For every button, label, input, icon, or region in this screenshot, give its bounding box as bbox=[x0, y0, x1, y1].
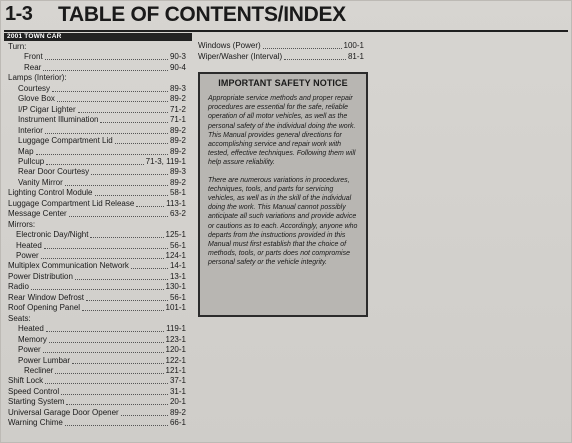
index-entry-label: Luggage Compartment Lid Release bbox=[8, 198, 135, 208]
index-entry-label: Pullcup bbox=[18, 156, 45, 166]
dot-leader bbox=[121, 415, 168, 416]
index-entry-label: Front bbox=[24, 52, 43, 62]
dot-leader bbox=[91, 174, 168, 175]
index-entry-page: 90-3 bbox=[169, 52, 186, 62]
dot-leader bbox=[136, 206, 164, 207]
index-entry bbox=[18, 94, 186, 104]
index-entry-label: Heated bbox=[16, 240, 42, 250]
index-entry bbox=[24, 52, 186, 62]
index-entry-page: 89-2 bbox=[169, 125, 186, 135]
index-entry-label: Interior bbox=[18, 125, 43, 135]
dot-leader bbox=[100, 122, 168, 123]
index-entry bbox=[24, 366, 186, 376]
index-entry-page: 20-1 bbox=[169, 397, 186, 407]
index-entry-page: 58-1 bbox=[169, 188, 186, 198]
index-entry-label: Rear Door Courtesy bbox=[18, 167, 90, 177]
title-rule bbox=[4, 30, 568, 32]
index-entry bbox=[18, 324, 186, 334]
safety-notice-title: IMPORTANT SAFETY NOTICE bbox=[218, 78, 348, 88]
index-entry-page: 90-4 bbox=[169, 62, 186, 72]
index-entry bbox=[8, 199, 186, 209]
index-entry-label: Recliner bbox=[24, 365, 54, 375]
index-entry-page: 130-1 bbox=[165, 282, 186, 292]
index-entry-label: Luggage Compartment Lid bbox=[18, 136, 113, 146]
index-entry-page: 31-1 bbox=[169, 386, 186, 396]
dot-leader bbox=[31, 289, 164, 290]
dot-leader bbox=[55, 373, 163, 374]
index-entry-page: 124-1 bbox=[165, 251, 186, 260]
index-entry-label: Shift Lock bbox=[8, 376, 44, 386]
index-entry bbox=[198, 41, 364, 51]
index-entry bbox=[18, 157, 186, 167]
index-entry-page: 63-2 bbox=[169, 209, 186, 219]
index-entry-label: Speed Control bbox=[8, 386, 60, 396]
index-entry bbox=[18, 345, 186, 355]
index-entry-label: Seats: bbox=[8, 313, 31, 323]
index-entry-label: Power bbox=[16, 251, 39, 260]
index-entry bbox=[18, 335, 186, 345]
index-entry bbox=[18, 147, 186, 157]
index-entry-label: I/P Cigar Lighter bbox=[18, 104, 76, 114]
dot-leader bbox=[45, 59, 168, 60]
index-entry-label: Mirrors: bbox=[8, 219, 36, 229]
index-entry bbox=[8, 220, 186, 230]
index-entry-page: 89-2 bbox=[169, 177, 186, 187]
index-entry-page: 71-3, 119-1 bbox=[145, 156, 186, 166]
dot-leader bbox=[69, 216, 168, 217]
index-entry-label: Power bbox=[18, 345, 41, 355]
index-entry-page: 125-1 bbox=[165, 230, 186, 240]
index-entry-page: 119-1 bbox=[166, 324, 186, 334]
index-entry-label: Wiper/Washer (Interval) bbox=[198, 51, 283, 61]
index-entry-label: Courtesy bbox=[18, 83, 51, 93]
safety-notice-paragraph-2: There are numerous variations in procedures, techniques, tools, and parts for servicing vehicles, as well as in the skill of the individual doing the work. This Manual cannot possibly anticipate all such variations and provide advice or cautions as to each. Accordingly, anyone who departs from the instructions provided in this Manual must first establish that the choice of methods, tools, or parts does not compromise personal safety or the vehicle integrity. bbox=[208, 176, 358, 267]
dot-leader bbox=[72, 363, 164, 364]
index-entry bbox=[8, 418, 186, 428]
index-entry bbox=[8, 293, 186, 303]
index-entry-label: Instrument Illumination bbox=[18, 115, 99, 125]
index-entry-label: Universal Garage Door Opener bbox=[8, 407, 119, 417]
index-entry bbox=[16, 251, 186, 261]
index-entry-label: Lamps (Interior): bbox=[8, 73, 67, 83]
dot-leader bbox=[95, 195, 168, 196]
index-entry-page: 100-1 bbox=[343, 41, 364, 50]
index-entry-page: 89-2 bbox=[169, 407, 186, 417]
dot-leader bbox=[43, 352, 164, 353]
dot-leader bbox=[65, 185, 168, 186]
dot-leader bbox=[78, 112, 168, 113]
dot-leader bbox=[52, 91, 168, 92]
index-entry-page: 123-1 bbox=[165, 334, 186, 344]
index-entry bbox=[16, 241, 186, 251]
index-entry-label: Warning Chime bbox=[8, 418, 63, 428]
index-entry-page: 113-1 bbox=[166, 198, 186, 208]
index-entry bbox=[24, 63, 186, 73]
index-entry bbox=[18, 84, 186, 94]
index-entry-label: Rear bbox=[24, 62, 42, 72]
index-entry bbox=[8, 42, 186, 52]
index-entry-page: 13-1 bbox=[169, 271, 186, 281]
dot-leader bbox=[43, 70, 168, 71]
index-entry bbox=[8, 188, 186, 198]
index-entry-label: Message Center bbox=[8, 209, 67, 219]
index-entry-label: Turn: bbox=[8, 42, 27, 51]
dot-leader bbox=[75, 279, 168, 280]
dot-leader bbox=[57, 101, 168, 102]
index-entry-page: 81-1 bbox=[347, 51, 364, 61]
dot-leader bbox=[131, 268, 168, 269]
dot-leader bbox=[65, 425, 168, 426]
dot-leader bbox=[44, 248, 168, 249]
index-entry bbox=[18, 178, 186, 188]
model-label: 2001 TOWN CAR bbox=[7, 33, 62, 40]
index-entry-page: 71-2 bbox=[169, 104, 186, 114]
safety-notice-paragraph-1: Appropriate service methods and proper repair procedures are essential for the safe, reliable operation of all motor vehicles, as well as the personal safety of the individual doing the work. This Manual provides general directions for accomplishing service and repair work with tested, effective techniques. Following them will help assure reliability. bbox=[208, 95, 356, 167]
dot-leader bbox=[46, 331, 164, 332]
index-entry-page: 37-1 bbox=[169, 376, 186, 386]
index-entry-page: 89-2 bbox=[169, 146, 186, 156]
dot-leader bbox=[49, 342, 164, 343]
model-band bbox=[4, 33, 192, 41]
page-number: 1-3 bbox=[5, 3, 33, 25]
index-entry-page: 121-1 bbox=[165, 365, 186, 375]
dot-leader bbox=[86, 300, 168, 301]
dot-leader bbox=[45, 383, 168, 384]
index-entry-page: 120-1 bbox=[165, 345, 186, 355]
index-entry-label: Lighting Control Module bbox=[8, 188, 93, 198]
index-entry-label: Power Lumbar bbox=[18, 355, 71, 365]
index-entry bbox=[198, 52, 364, 62]
dot-leader bbox=[45, 133, 168, 134]
index-entry-label: Windows (Power) bbox=[198, 41, 261, 50]
index-entry-page: 89-2 bbox=[169, 94, 186, 104]
index-entry-page: 14-1 bbox=[169, 261, 186, 271]
index-entry bbox=[8, 314, 186, 324]
index-entry-label: Electronic Day/Night bbox=[16, 230, 89, 240]
index-entry bbox=[8, 73, 186, 83]
index-entry-page: 71-1 bbox=[169, 115, 186, 125]
dot-leader bbox=[115, 143, 168, 144]
index-entry-label: Radio bbox=[8, 282, 29, 292]
page-title: TABLE OF CONTENTS/INDEX bbox=[58, 3, 346, 26]
index-entry-page: 122-1 bbox=[165, 355, 186, 365]
index-entry bbox=[8, 303, 186, 313]
index-entry bbox=[8, 209, 186, 219]
index-entry-label: Heated bbox=[18, 324, 44, 334]
safety-notice-box bbox=[198, 72, 368, 317]
index-entry bbox=[8, 397, 186, 407]
index-entry-label: Multiplex Communication Network bbox=[8, 261, 129, 271]
dot-leader bbox=[36, 154, 168, 155]
index-entry-page: 56-1 bbox=[169, 240, 186, 250]
index-entry bbox=[16, 230, 186, 240]
index-entry bbox=[18, 136, 186, 146]
index-entry-label: Map bbox=[18, 146, 34, 156]
index-entry-label: Rear Window Defrost bbox=[8, 292, 85, 302]
dot-leader bbox=[61, 394, 168, 395]
dot-leader bbox=[90, 237, 163, 238]
index-entry-page: 89-3 bbox=[169, 83, 186, 93]
index-entry bbox=[18, 167, 186, 177]
index-entry-page: 89-3 bbox=[169, 167, 186, 177]
index-entry bbox=[18, 105, 186, 115]
index-entry bbox=[8, 272, 186, 282]
index-entry-label: Power Distribution bbox=[8, 271, 73, 281]
index-entry bbox=[18, 126, 186, 136]
index-entry-label: Vanity Mirror bbox=[18, 177, 63, 187]
index-entry-label: Starting System bbox=[8, 397, 65, 407]
dot-leader bbox=[82, 310, 163, 311]
index-entry bbox=[8, 282, 186, 292]
index-entry bbox=[18, 356, 186, 366]
index-entry-label: Roof Opening Panel bbox=[8, 303, 81, 313]
index-entry bbox=[18, 115, 186, 125]
dot-leader bbox=[284, 59, 346, 60]
index-entry-page: 56-1 bbox=[169, 292, 186, 302]
dot-leader bbox=[66, 404, 168, 405]
index-entry-label: Memory bbox=[18, 334, 47, 344]
index-entry bbox=[8, 408, 186, 418]
dot-leader bbox=[46, 164, 143, 165]
index-entry bbox=[8, 261, 186, 271]
index-entry-page: 101-1 bbox=[165, 303, 186, 313]
index-entry bbox=[8, 387, 186, 397]
dot-leader bbox=[41, 258, 164, 259]
index-entry-label: Glove Box bbox=[18, 94, 55, 104]
index-entry bbox=[8, 376, 186, 386]
index-entry-page: 89-2 bbox=[169, 136, 186, 146]
dot-leader bbox=[263, 48, 342, 49]
index-entry-page: 66-1 bbox=[169, 418, 186, 428]
